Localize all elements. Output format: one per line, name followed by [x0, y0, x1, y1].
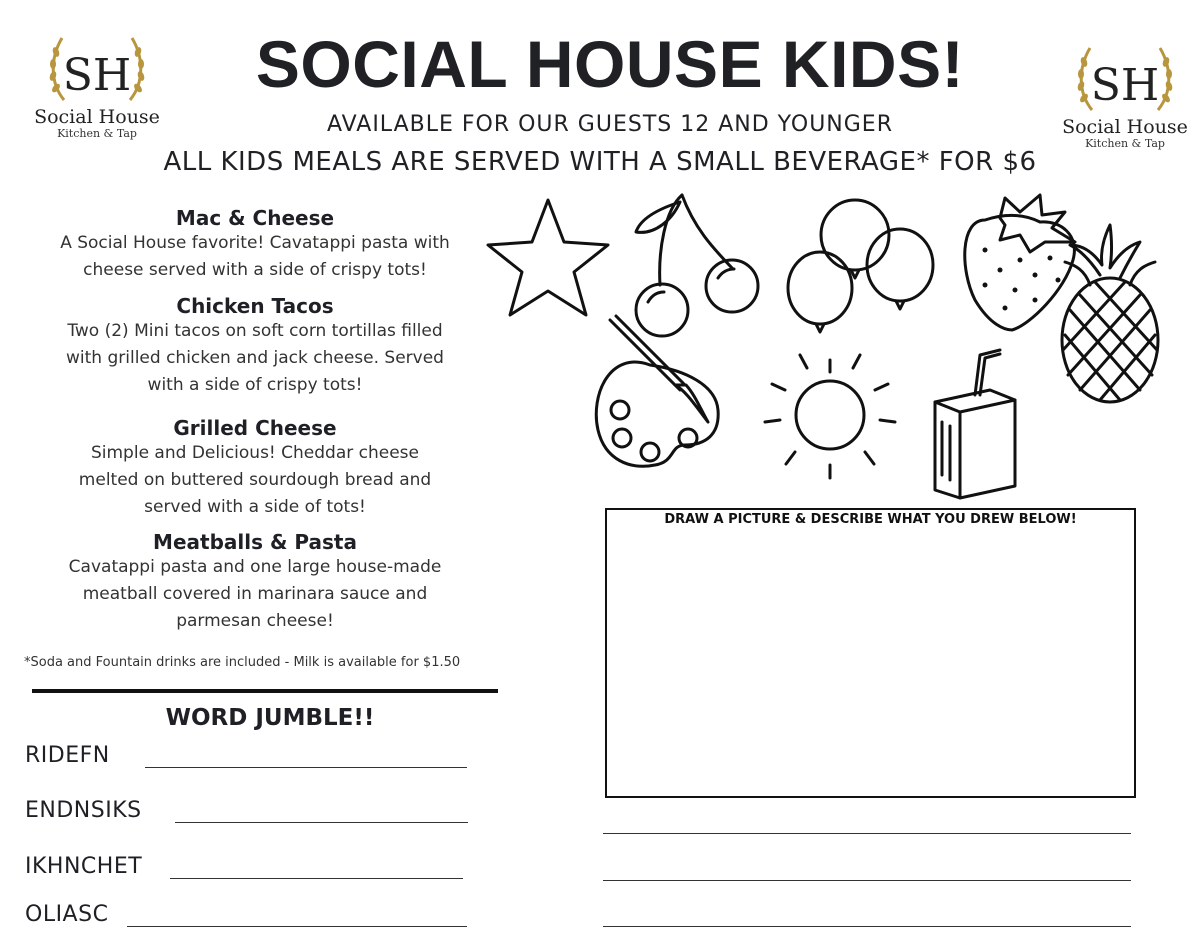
menu-item-name: Mac & Cheese: [175, 206, 335, 230]
menu-item-desc-line: cheese served with a side of crispy tots!: [83, 260, 427, 280]
logo-name: Social House: [1062, 116, 1188, 138]
menu-item-desc-line: with a side of crispy tots!: [147, 375, 363, 395]
menu-item-desc-line: Two (2) Mini tacos on soft corn tortillas filled: [67, 321, 443, 341]
drawing-prompt: DRAW A PICTURE & DESCRIBE WHAT YOU DREW BELOW!: [664, 512, 1077, 527]
page-subtitle: AVAILABLE FOR OUR GUESTS 12 AND YOUNGER: [326, 112, 893, 137]
menu-item: [20, 416, 490, 521]
coloring-doodles: [480, 190, 1170, 505]
jumble-answer-line[interactable]: [175, 822, 468, 823]
menu-item-desc-line: parmesan cheese!: [176, 611, 334, 631]
menu-item-desc-line: meatball covered in marinara sauce and: [82, 584, 428, 604]
menu-item: [20, 206, 490, 284]
menu-item-name: Meatballs & Pasta: [153, 530, 357, 554]
menu-item-desc-line: A Social House favorite! Cavatappi pasta with: [60, 233, 450, 253]
description-line[interactable]: [603, 833, 1131, 834]
jumble-word: OLIASC: [25, 902, 109, 927]
logo-left: [28, 28, 166, 141]
star-icon: [488, 200, 608, 315]
svg-text:SH: SH: [1090, 60, 1160, 111]
menu-item-name: Chicken Tacos: [176, 294, 334, 318]
logo-subtitle: Kitchen & Tap: [57, 127, 137, 140]
paint-palette-icon: [596, 316, 718, 466]
jumble-word: ENDNSIKS: [25, 798, 142, 823]
pineapple-icon: [1062, 225, 1158, 402]
drawing-area[interactable]: [605, 508, 1136, 798]
jumble-answer-line[interactable]: [145, 767, 467, 768]
juice-box-icon: [935, 350, 1015, 498]
description-line[interactable]: [603, 926, 1131, 927]
jumble-row: [25, 899, 470, 929]
logo-name: Social House: [34, 106, 160, 128]
jumble-word: IKHNCHET: [25, 854, 143, 879]
menu-item-desc-line: with grilled chicken and jack cheese. Served: [66, 348, 444, 368]
logo-right: [1056, 38, 1194, 151]
menu-item: [20, 294, 490, 399]
section-divider: [32, 689, 498, 693]
description-line[interactable]: [603, 880, 1131, 881]
menu-item-name: Grilled Cheese: [173, 416, 337, 440]
menu-item-desc-line: Simple and Delicious! Cheddar cheese: [90, 443, 419, 463]
beverage-tagline: ALL KIDS MEALS ARE SERVED WITH A SMALL BEVERAGE* FOR $6: [163, 147, 1037, 177]
menu-item-desc-line: Cavatappi pasta and one large house-made: [68, 557, 442, 577]
jumble-row: [25, 740, 470, 770]
jumble-word: RIDEFN: [25, 743, 110, 768]
logo-monogram-icon: [42, 28, 152, 108]
jumble-row: [25, 795, 470, 825]
balloons-icon: [788, 200, 933, 332]
menu-item-desc-line: served with a side of tots!: [144, 497, 366, 517]
logo-monogram-icon: [1070, 38, 1180, 118]
word-jumble-title: WORD JUMBLE!!: [165, 705, 375, 731]
jumble-answer-line[interactable]: [127, 926, 467, 927]
beverage-footnote: *Soda and Fountain drinks are included - Milk is available for $1.50: [24, 655, 461, 670]
page-title: SOCIAL HOUSE KIDS!: [255, 27, 965, 101]
jumble-row: [25, 851, 470, 881]
sun-icon: [765, 355, 895, 478]
strawberry-icon: [965, 195, 1075, 330]
menu-item-desc-line: melted on buttered sourdough bread and: [78, 470, 432, 490]
cherries-icon: [636, 195, 758, 336]
svg-text:SH: SH: [62, 50, 132, 101]
menu-item: [20, 530, 490, 635]
jumble-answer-line[interactable]: [170, 878, 463, 879]
logo-subtitle: Kitchen & Tap: [1085, 137, 1165, 150]
